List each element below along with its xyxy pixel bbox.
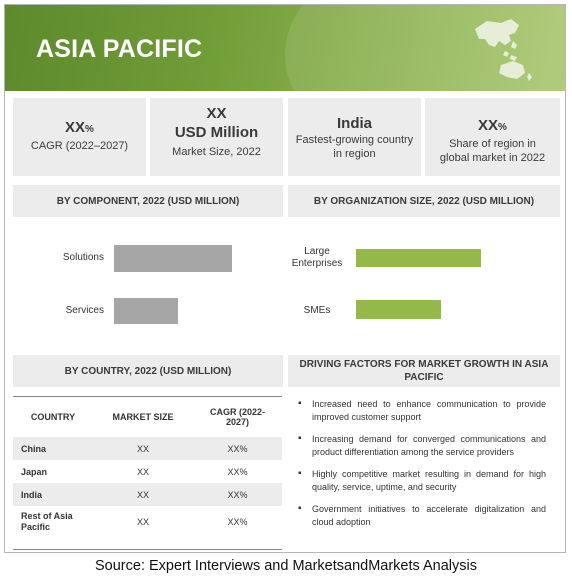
market-size-cell: XX	[93, 437, 193, 460]
kpi-cagr-label: CAGR (2022–2027)	[30, 140, 129, 152]
region-title: ASIA PACIFIC	[36, 35, 203, 63]
market-size-cell: XX	[93, 483, 193, 506]
kpi-market-size-label: Market Size, 2022	[172, 146, 261, 158]
list-item: ▪ Highly competitive market resulting in demand for high quality, service, uptime, and security	[296, 468, 546, 493]
driving-factors-title: DRIVING FACTORS FOR MARKET GROWTH IN ASIA PACIFIC	[288, 355, 560, 387]
kpi-market-size-value: XX	[206, 105, 227, 122]
table-row	[13, 437, 282, 460]
source-note: Source: Expert Interviews and MarketsandMarkets Analysis	[95, 558, 477, 574]
driving-factors-list	[296, 398, 546, 538]
org-bar-label: SMEs	[303, 305, 331, 316]
kpi-cagr	[13, 98, 146, 176]
table-bottom-rule	[13, 549, 282, 550]
component-bar-label: Services	[65, 305, 104, 316]
component-bar-services	[114, 298, 178, 324]
kpi-market-size	[150, 98, 283, 176]
country-cell: India	[13, 483, 93, 506]
list-item: ▪ Government initiatives to accelerate digitalization and cloud adoption	[296, 503, 546, 528]
column-header: CAGR (2022-2027)	[209, 407, 265, 427]
country-cell: China	[13, 437, 93, 460]
cagr-cell: XX%	[193, 437, 282, 460]
kpi-fastest-country	[288, 98, 421, 176]
column-header: MARKET SIZE	[112, 412, 174, 422]
country-cell: Japan	[21, 466, 48, 477]
market-size-cell: XX	[136, 517, 149, 527]
list-item: ▪ Increasing demand for converged communications and product differentiation among the service providers	[296, 433, 546, 458]
component-chart-title: BY COMPONENT, 2022 (USD MILLION)	[13, 185, 283, 217]
org-bar-label: Large Enterprises	[291, 246, 343, 269]
asia-pacific-map-icon	[465, 11, 537, 83]
kpi-fastest-country-value: India	[336, 115, 372, 132]
kpi-regional-share	[425, 98, 560, 176]
column-header: COUNTRY	[30, 412, 76, 422]
cagr-cell: XX%	[227, 517, 248, 527]
kpi-market-size-unit: USD Million	[174, 124, 259, 141]
table-row	[13, 460, 282, 483]
table-header-row	[13, 397, 282, 437]
list-item: ▪ Increased need to enhance communication to provide improved customer support	[296, 398, 546, 423]
kpi-regional-share-value: XX%	[478, 117, 507, 134]
org-bar-large-enterprises	[356, 249, 481, 267]
country-table-title: BY COUNTRY, 2022 (USD MILLION)	[13, 355, 283, 387]
country-table	[13, 397, 282, 538]
kpi-fastest-country-label: Fastest-growing country in region	[295, 134, 414, 160]
kpi-cagr-value: XX%	[65, 119, 94, 136]
kpi-regional-share-label: Share of region in global market in 2022	[439, 138, 546, 164]
market-size-cell: XX	[136, 466, 149, 477]
component-bar-solutions	[114, 245, 232, 272]
org-bar-smes	[356, 300, 441, 319]
component-bar-label: Solutions	[62, 252, 104, 263]
org-size-chart-title: BY ORGANIZATION SIZE, 2022 (USD MILLION)	[288, 185, 560, 217]
country-cell: Rest of Asia Pacific	[21, 511, 73, 532]
region-banner	[5, 5, 565, 91]
table-row	[13, 506, 282, 538]
table-row	[13, 483, 282, 506]
cagr-cell: XX%	[193, 483, 282, 506]
cagr-cell: XX%	[227, 466, 248, 477]
